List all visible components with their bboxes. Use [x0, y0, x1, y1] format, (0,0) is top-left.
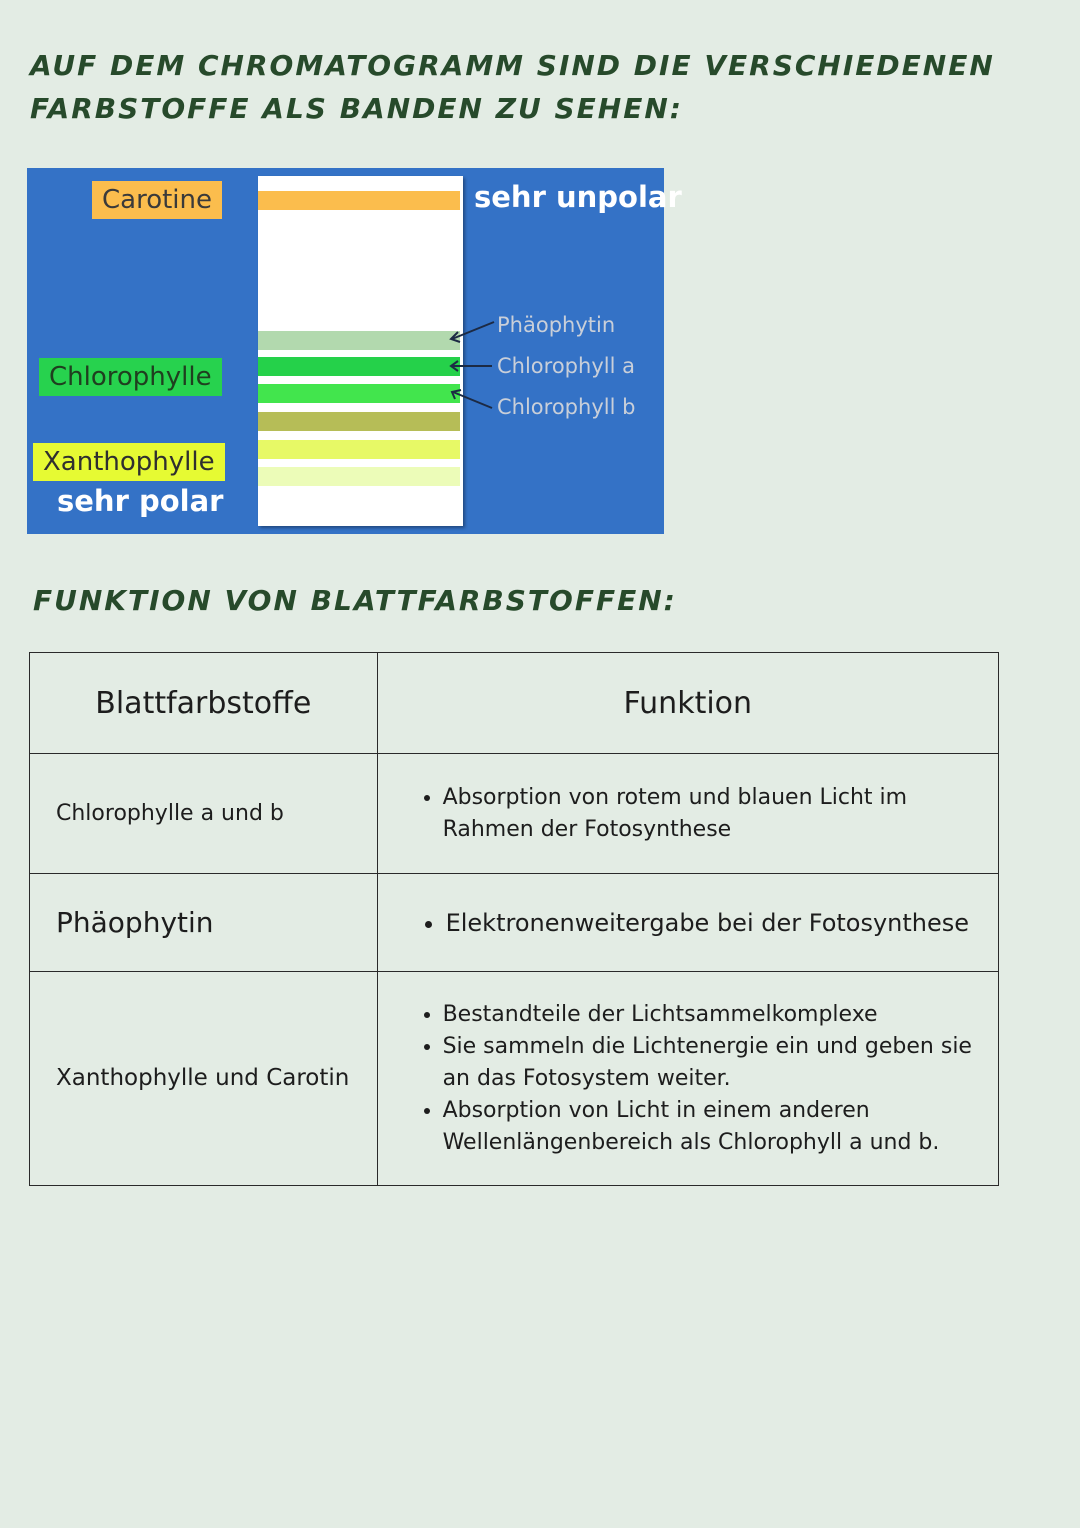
- function-item: • Absorption von rotem und blauen Licht im Rahmen der Fotosynthese: [443, 782, 998, 846]
- function-item: • Elektronenweitergabe bei der Fotosynthese: [446, 907, 998, 939]
- page-heading-chromatogram: AUF DEM CHROMATOGRAMM SIND DIE VERSCHIEDENEN FARBSTOFFE ALS BANDEN ZU SEHEN:: [30, 49, 995, 125]
- pointer-arrows: [27, 168, 664, 534]
- label-phaeophytin: Phäophytin: [497, 313, 616, 337]
- chromatogram-figure: [27, 168, 682, 534]
- function-cell: [377, 874, 998, 972]
- function-cell: [377, 972, 998, 1186]
- table-row: [30, 874, 999, 972]
- label-sehr-unpolar: sehr unpolar: [474, 180, 682, 214]
- function-item: • Sie sammeln die Lichtenergie ein und geben sie an das Fotosystem weiter.: [443, 1031, 998, 1095]
- function-cell: [377, 754, 998, 874]
- label-chlorophylle: Chlorophylle: [39, 358, 222, 396]
- table-row: [30, 972, 999, 1186]
- pigment-cell: Chlorophylle a und b: [30, 754, 378, 874]
- header-funktion: Funktion: [377, 653, 998, 754]
- function-item: • Bestandteile der Lichtsammelkomplexe: [443, 999, 998, 1031]
- table-row: [30, 754, 999, 874]
- header-blattfarbstoffe: Blattfarbstoffe: [30, 653, 378, 754]
- pigment-cell: Phäophytin: [30, 874, 378, 972]
- arrow-phaeophytin: [452, 322, 494, 339]
- label-chlorophyll-b: Chlorophyll b: [497, 395, 636, 419]
- label-carotine: Carotine: [92, 181, 222, 219]
- table-header-row: [30, 653, 999, 754]
- function-table: [29, 652, 999, 1186]
- function-item: • Absorption von Licht in einem anderen Wellenlängenbereich als Chlorophyll a und b.: [443, 1095, 998, 1159]
- label-xanthophylle: Xanthophylle: [33, 443, 225, 481]
- section-heading-function: FUNKTION VON BLATTFARBSTOFFEN:: [33, 584, 677, 617]
- pigment-cell: Xanthophylle und Carotin: [30, 972, 378, 1186]
- arrow-chlorophyll-b: [453, 392, 492, 408]
- label-chlorophyll-a: Chlorophyll a: [497, 354, 635, 378]
- label-sehr-polar: sehr polar: [57, 484, 224, 518]
